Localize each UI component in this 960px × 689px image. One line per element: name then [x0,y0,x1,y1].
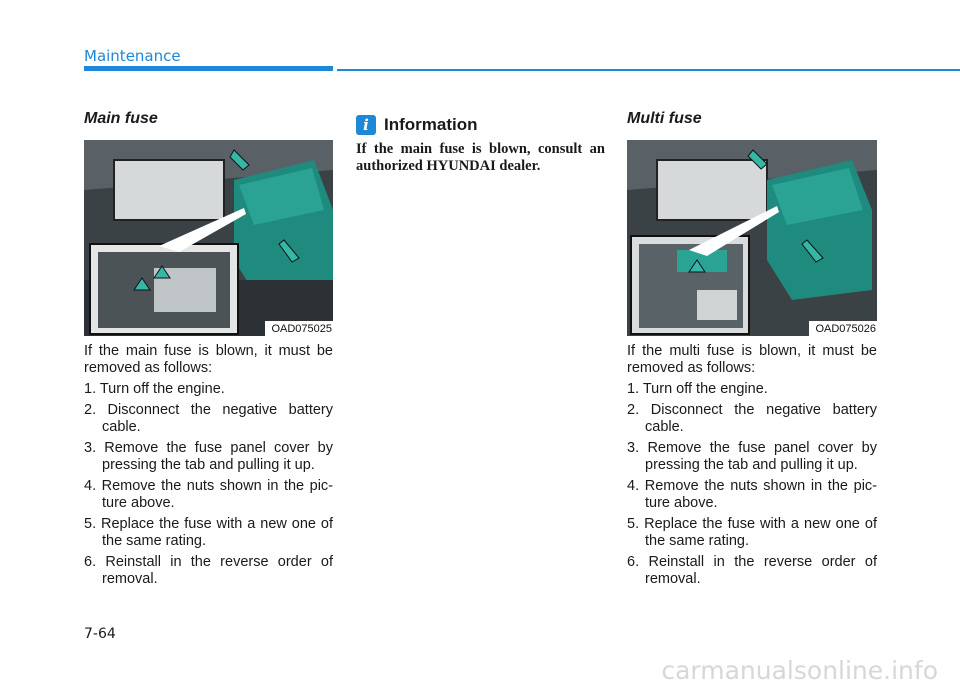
multi-fuse-step-6: 6. Reinstall in the reverse order of removal. [627,554,877,587]
multi-fuse-step-1: 1. Turn off the engine. [627,381,768,397]
multi-fuse-image-code: OAD075026 [809,321,877,336]
main-fuse-photo [84,140,333,336]
multi-fuse-step-5: 5. Replace the fuse with a new one of the same rating. [627,516,877,549]
main-fuse-step-list [84,381,333,588]
information-icon: i [356,115,376,135]
information-heading [356,115,478,135]
main-fuse-intro: If the main fuse is blown, it must be removed as follows: [84,343,333,376]
multi-fuse-step-4: 4. Remove the nuts shown in the pic-ture above. [627,478,877,511]
multi-fuse-step-list [627,381,877,588]
multi-fuse-step-2: 2. Disconnect the negative battery cable. [627,402,877,435]
information-body: If the main fuse is blown, consult an authorized HYUNDAI dealer. [356,141,605,174]
multi-fuse-intro: If the multi fuse is blown, it must be removed as follows: [627,343,877,376]
multi-fuse-step-3: 3. Remove the fuse panel cover by pressing the tab and pulling it up. [627,440,877,473]
page-number: 7-64 [84,626,116,642]
main-fuse-step-5: 5. Replace the fuse with a new one of the same rating. [84,516,333,549]
main-fuse-heading: Main fuse [84,110,158,127]
engine-bay-illustration [627,140,877,336]
main-fuse-step-6: 6. Reinstall in the reverse order of removal. [84,554,333,587]
multi-fuse-instructions [627,343,877,592]
main-fuse-image-code: OAD075025 [265,321,333,336]
main-fuse-instructions [84,343,333,592]
watermark: carmanualsonline.info [661,656,938,685]
header-section-title: Maintenance [84,47,181,65]
multi-fuse-heading: Multi fuse [627,110,702,127]
multi-fuse-photo [627,140,877,336]
information-title: Information [384,115,478,134]
header-rule-thick [84,66,333,71]
main-fuse-step-1: 1. Turn off the engine. [84,381,225,397]
main-fuse-step-4: 4. Remove the nuts shown in the pic-ture above. [84,478,333,511]
engine-bay-illustration [84,140,333,336]
main-fuse-step-2: 2. Disconnect the negative battery cable. [84,402,333,435]
main-fuse-step-3: 3. Remove the fuse panel cover by pressing the tab and pulling it up. [84,440,333,473]
header-rule-thin [337,69,960,71]
